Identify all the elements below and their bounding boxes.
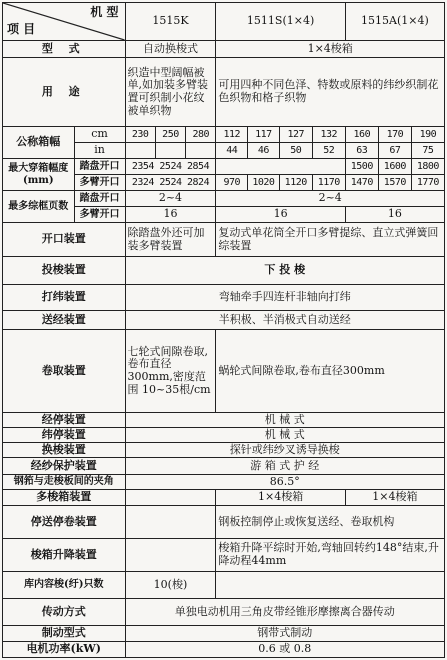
heald-1515k-tappet: 2~4	[125, 191, 216, 207]
box-1515a: 1×4梭箱	[345, 490, 444, 506]
model-1515a-header: 1515A(1×4)	[345, 3, 444, 41]
max-width-cell: 1800	[411, 159, 444, 175]
max-width-cell: 1770	[411, 175, 444, 191]
row-label: 卷取装置	[3, 330, 126, 413]
angle-value: 86.5°	[125, 475, 444, 490]
max-width-cell: 1570	[378, 175, 411, 191]
width-cell: 112	[216, 127, 248, 143]
row-angle	[3, 475, 445, 490]
shuttle-protect-value: 游 箱 式 护 经	[125, 458, 444, 475]
max-width-1515k-tappet: 2354 2524 2854	[125, 159, 216, 175]
power-value: 0.6 或 0.8	[125, 642, 444, 658]
row-label: 送经装置	[3, 311, 126, 330]
header-row	[3, 3, 445, 41]
row-box	[3, 490, 445, 506]
row-stop-letoff	[3, 506, 445, 539]
row-drive	[3, 599, 445, 626]
width-cell: 46	[248, 143, 280, 159]
box-1511s: 1×4梭箱	[216, 490, 345, 506]
row-shuttle-change	[3, 443, 445, 458]
storage-1515k: 10(梭)	[125, 572, 216, 599]
weft-stop-value: 机 械 式	[125, 428, 444, 443]
shedding-1515k: 除踏盘外还可加装多臂装置	[125, 223, 216, 257]
row-use	[3, 58, 445, 127]
row-weft-stop	[3, 428, 445, 443]
heald-1511s-dobby: 16	[216, 207, 345, 223]
unit-in: in	[74, 143, 125, 159]
stop-letoff-value: 钢板控制停止或恢复送经、卷取机构	[216, 506, 445, 539]
max-width-cell: 1020	[248, 175, 280, 191]
max-width-cell: 1470	[345, 175, 378, 191]
row-type	[3, 41, 445, 58]
row-shuttle-protect	[3, 458, 445, 475]
max-width-cell: 1120	[279, 175, 312, 191]
sub-label: 踏盘开口	[74, 191, 125, 207]
model-1511s-header: 1511S(1×4)	[216, 3, 345, 41]
row-label: 投梭装置	[3, 257, 126, 285]
sub-label: 多臂开口	[74, 207, 125, 223]
row-power	[3, 642, 445, 658]
row-label: 传动方式	[3, 599, 126, 626]
width-cell: 170	[378, 127, 411, 143]
width-cell: 67	[378, 143, 411, 159]
max-width-cell: 1500	[345, 159, 378, 175]
model-1515k-header: 1515K	[125, 3, 216, 41]
empty-cell	[125, 506, 216, 539]
sub-label: 多臂开口	[74, 175, 125, 191]
max-width-cell: 970	[216, 175, 248, 191]
row-label: 电机功率(kW)	[3, 642, 126, 658]
shedding-1511s-1515a: 复动式单花筒全开口多臂提综、直立式弹簧回综装置	[216, 223, 445, 257]
max-width-label-line2: (mm)	[22, 174, 54, 186]
max-width-cell: 1170	[312, 175, 345, 191]
width-cell: 50	[279, 143, 312, 159]
use-1515k: 织造中型阔幅被单,如加装多臂装置可织制小花纹被单织物	[125, 58, 216, 127]
empty-cell	[155, 143, 185, 159]
row-storage	[3, 572, 445, 599]
max-width-label-line1: 最大穿箱幅度	[8, 163, 69, 174]
row-label: 公称箱幅	[3, 127, 75, 159]
width-cell: 230	[125, 127, 155, 143]
row-label: 多梭箱装置	[3, 490, 126, 506]
beating-value: 弯轴牵手四连杆非轴向打纬	[125, 285, 444, 311]
takeup-1515k: 七轮式间隙卷取,卷布直径300mm,密度范围 10~35根/cm	[125, 330, 216, 413]
width-cell: 44	[216, 143, 248, 159]
width-cell: 75	[411, 143, 444, 159]
use-1511s-1515a: 可用四种不同色泽、特数或原料的纬纱织制花色织物和格子织物	[216, 58, 445, 127]
row-label: 库内容梭(纡)只数	[3, 572, 126, 599]
row-label: 经停装置	[3, 413, 126, 428]
sub-label: 踏盘开口	[74, 159, 125, 175]
row-brake	[3, 626, 445, 642]
row-beating	[3, 285, 445, 311]
row-box-lift	[3, 539, 445, 572]
takeup-1511s-1515a: 蜗轮式间隙卷取,卷布直径300mm	[216, 330, 445, 413]
row-label: 开口装置	[3, 223, 126, 257]
row-label: 打纬装置	[3, 285, 126, 311]
brake-value: 钢带式制动	[125, 626, 444, 642]
type-1511s-1515a: 1×4梭箱	[216, 41, 445, 58]
width-cell: 52	[312, 143, 345, 159]
width-cell: 160	[345, 127, 378, 143]
width-cell: 190	[411, 127, 444, 143]
row-label: 最多综框页数	[3, 191, 75, 223]
row-label: 停送停卷装置	[3, 506, 126, 539]
max-width-cell: 1600	[378, 159, 411, 175]
row-label: 制动型式	[3, 626, 126, 642]
width-cell: 127	[279, 127, 312, 143]
width-cell: 117	[248, 127, 280, 143]
row-takeup	[3, 330, 445, 413]
row-label: 经纱保护装置	[3, 458, 126, 475]
empty-cell	[125, 143, 155, 159]
width-cell: 250	[155, 127, 185, 143]
drive-value: 单独电动机用三角皮带经锥形摩擦离合器传动	[125, 599, 444, 626]
width-cell: 280	[186, 127, 216, 143]
row-picking	[3, 257, 445, 285]
unit-cm: cm	[74, 127, 125, 143]
empty-cell	[216, 159, 345, 175]
empty-cell	[125, 490, 216, 506]
letoff-value: 半积极、半消极式自动送经	[125, 311, 444, 330]
empty-cell	[216, 572, 445, 599]
heald-1515a-dobby: 16	[345, 207, 444, 223]
row-label: 用 途	[3, 58, 126, 127]
warp-stop-value: 机 械 式	[125, 413, 444, 428]
row-label: 钢筘与走梭板间的夹角	[3, 475, 126, 490]
row-label: 梭箱升降装置	[3, 539, 126, 572]
width-cell: 63	[345, 143, 378, 159]
width-cell: 132	[312, 127, 345, 143]
corner-label-model: 机 型	[90, 5, 119, 19]
corner-label-item: 项 目	[7, 22, 36, 37]
loom-spec-table	[2, 2, 445, 658]
max-width-1515k-dobby: 2324 2524 2824	[125, 175, 216, 191]
picking-value: 下 投 梭	[125, 257, 444, 285]
empty-cell	[186, 143, 216, 159]
box-lift-value: 梭箱升降平综时开始,弯轴回转约148°结束,升降动程44mm	[216, 539, 445, 572]
type-1515k: 自动换梭式	[125, 41, 216, 58]
row-width-cm	[3, 127, 445, 143]
row-label: 换梭装置	[3, 443, 126, 458]
shuttle-change-value: 探针或纬纱叉诱导换梭	[125, 443, 444, 458]
heald-1515k-dobby: 16	[125, 207, 216, 223]
row-label: 纬停装置	[3, 428, 126, 443]
row-letoff	[3, 311, 445, 330]
row-heald-tappet	[3, 191, 445, 207]
row-max-width-tappet	[3, 159, 445, 175]
row-shedding	[3, 223, 445, 257]
heald-1511s-1515a-tappet: 2~4	[216, 191, 445, 207]
row-warp-stop	[3, 413, 445, 428]
row-label	[3, 159, 75, 191]
header-corner-cell	[3, 3, 126, 41]
row-label: 型 式	[3, 41, 126, 58]
empty-cell	[125, 539, 216, 572]
